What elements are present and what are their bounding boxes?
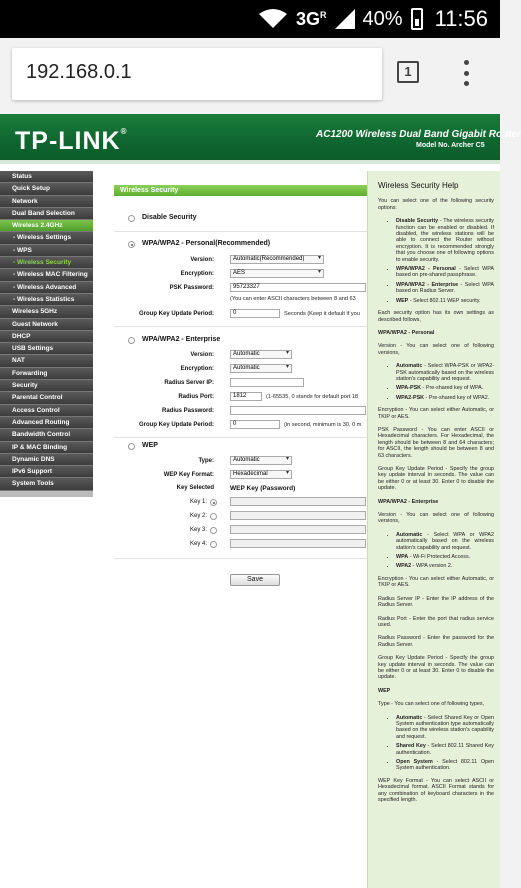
key-3-label: Key 3: [190, 527, 208, 533]
overflow-menu-icon[interactable] [462, 60, 470, 86]
help-version-list [396, 363, 494, 401]
personal-group-key-label: Group Key Update Period: [138, 311, 214, 317]
wep-label: WEP [142, 442, 158, 449]
list-item: • WPA-PSK - Pre-shared key of WPA. [396, 385, 494, 391]
help-heading: WEP [378, 687, 391, 694]
help-text: Encryption - You can select either Automatic, or TKIP or AES. [378, 575, 494, 589]
radius-ip-input[interactable] [230, 378, 304, 387]
wifi-icon [258, 9, 288, 29]
disable-security-radio[interactable] [128, 215, 135, 222]
list-item: • Disable Security - The wireless security function can be enabled or disabled. If disabled, the wireless stations will be able to connect the Router without encryption. It is recommended strongly that you choose one of following options to enable security. [396, 218, 494, 263]
help-text: Version - You can select one of following versions, [378, 512, 494, 525]
key-4-input[interactable] [230, 539, 366, 548]
help-intro: You can select one of the following security options: [378, 198, 494, 211]
sidebar-item-system-tools[interactable]: System Tools [0, 478, 93, 490]
psk-password-input[interactable]: 95723327 [230, 283, 366, 292]
sidebar-item-parental[interactable]: Parental Control [0, 392, 93, 404]
psk-password-label: PSK Password: [169, 285, 214, 291]
radius-port-note: (1-65535, 0 stands for default port 18 [266, 394, 359, 400]
sidebar-item-dhcp[interactable]: DHCP [0, 331, 93, 343]
clock: 11:56 [434, 6, 488, 31]
tp-link-logo: TP-LINK® [15, 127, 128, 155]
radius-port-label: Radius Port: [178, 394, 214, 400]
help-text: Each security option has its own settings as described follows, [378, 310, 494, 323]
battery-icon [411, 8, 423, 30]
sidebar-item-advanced-routing[interactable]: Advanced Routing [0, 417, 93, 429]
help-heading: WPA/WPA2 - Enterprise [378, 498, 439, 505]
help-type-list [396, 715, 494, 772]
network-type: $3G^R$ [296, 8, 327, 29]
list-item: • WPA/WPA2 - Personal - Select WPA based on pre-shared passphrase. [396, 266, 494, 279]
key-3-input[interactable] [230, 525, 366, 534]
key-4-label: Key 4: [190, 541, 208, 547]
sidebar-item-access-control[interactable]: Access Control [0, 405, 93, 417]
sidebar-menu [0, 171, 93, 888]
key-2-label: Key 2: [190, 513, 208, 519]
battery-percent: 40% [362, 7, 403, 30]
key-4-radio[interactable] [210, 541, 217, 548]
help-heading: WPA/WPA2 - Personal [378, 329, 435, 336]
router-page [0, 114, 521, 888]
personal-version-select[interactable]: Automatic(Recommended) ▾ [230, 255, 324, 264]
sidebar-item-guest-network[interactable]: Guest Network [0, 319, 93, 331]
sidebar-item-bandwidth[interactable]: Bandwidth Control [0, 429, 93, 441]
help-options-list [396, 218, 494, 304]
key-1-input[interactable] [230, 497, 366, 506]
wep-key-password-header: WEP Key (Password) [230, 485, 296, 492]
enterprise-version-label: Version: [190, 352, 214, 358]
sidebar-item-wireless-24[interactable]: Wireless 2.4GHz [0, 220, 93, 232]
router-title: AC1200 Wireless Dual Band Gigabit Router [316, 129, 521, 140]
page-title: Wireless Security [114, 185, 384, 196]
help-text: Radius Port - Enter the port that radius service used. [378, 615, 494, 628]
wep-type-label: Type: [198, 458, 214, 464]
status-bar [0, 0, 500, 38]
radius-ip-label: Radius Server IP: [164, 380, 214, 386]
enterprise-group-key-label: Group Key Update Period: [138, 422, 214, 428]
sidebar-item-network[interactable]: Network [0, 196, 93, 208]
radius-port-input[interactable]: 1812 [230, 392, 262, 401]
wpa-personal-radio[interactable] [128, 241, 135, 248]
help-text: Encryption - You can select either Automatic, or TKIP or AES. [378, 407, 494, 420]
key-1-radio[interactable] [210, 499, 217, 506]
sidebar-item-nat[interactable]: NAT [0, 355, 93, 367]
help-text: Version - You can select one of following versions, [378, 343, 494, 356]
key-2-input[interactable] [230, 511, 366, 520]
key-2-radio[interactable] [210, 513, 217, 520]
sidebar-item-ipv6[interactable]: IPv6 Support [0, 466, 93, 478]
help-panel [367, 171, 500, 888]
sidebar-item-wps[interactable]: - WPS [0, 245, 93, 257]
url-bar[interactable]: 192.168.0.1 [12, 48, 382, 100]
sidebar-item-status[interactable]: Status [0, 171, 93, 183]
sidebar-item-ip-mac[interactable]: IP & MAC Binding [0, 442, 93, 454]
radius-password-label: Radius Password: [161, 408, 214, 414]
list-item: • WPA2 - WPA version 2. [396, 563, 494, 569]
sidebar-item-wireless-statistics[interactable]: - Wireless Statistics [0, 294, 93, 306]
wep-format-label: WEP Key Format: [163, 472, 214, 478]
sidebar-item-wireless-settings[interactable]: - Wireless Settings [0, 232, 93, 244]
help-text: Type - You can select one of following types, [378, 701, 485, 708]
list-item: • Shared Key - Select 802.11 Shared Key authentication. [396, 743, 494, 756]
wep-type-select[interactable]: Automatic ▾ [230, 456, 292, 465]
list-item: • WPA2-PSK - Pre-shared key of WPA2. [396, 395, 494, 401]
personal-group-key-note: Seconds (Keep it default if you [284, 311, 360, 317]
enterprise-group-key-input[interactable]: 0 [230, 420, 280, 429]
list-item: • WPA - Wi-Fi Protected Access. [396, 554, 494, 560]
personal-encryption-select[interactable]: AES ▾ [230, 269, 324, 278]
wpa-enterprise-label: WPA/WPA2 - Enterprise [142, 336, 221, 343]
sidebar-item-security[interactable]: Security [0, 380, 93, 392]
enterprise-group-key-note: (in second, minimum is 30, 0 m [284, 422, 362, 428]
wep-format-select[interactable]: Hexadecimal ▾ [230, 470, 292, 479]
list-item: • Automatic - Select Shared Key or Open System authentication type automatically based on the wireless station's capability and request. [396, 715, 494, 741]
help-title: Wireless Security Help [378, 181, 459, 190]
browser-toolbar [0, 38, 500, 114]
settings-panel [96, 171, 366, 888]
list-item: • Open System - Select 802.11 Open System authentication. [396, 759, 494, 772]
sidebar-item-wireless-advanced[interactable]: - Wireless Advanced [0, 282, 93, 294]
enterprise-encryption-select[interactable]: Automatic ▾ [230, 364, 292, 373]
help-text: PSK Password - You can enter ASCII or Hexadecimal characters. For Hexadecimal, the length should be between 8 and 64 characters; for ASCII, the length should be between 8 and 63 characters. [378, 426, 494, 459]
help-ent-version-list [396, 532, 494, 570]
save-button[interactable]: Save [230, 574, 280, 586]
key-3-radio[interactable] [210, 527, 217, 534]
sidebar-item-mac-filtering[interactable]: - Wireless MAC Filtering [0, 269, 93, 281]
sidebar-item-dual-band[interactable]: Dual Band Selection [0, 208, 93, 220]
list-item: • WEP - Select 802.11 WEP security. [396, 298, 494, 304]
tab-switcher-button[interactable]: 1 [397, 61, 419, 83]
sidebar-item-wireless-security[interactable]: - Wireless Security [0, 257, 93, 269]
list-item: • WPA/WPA2 - Enterprise - Select WPA based on Radius Server. [396, 282, 494, 295]
header-banner [0, 114, 521, 164]
psk-note: (You can enter ASCII characters between 8 and 63 [230, 296, 356, 302]
signal-icon [335, 9, 355, 29]
sidebar-item-ddns[interactable]: Dynamic DNS [0, 454, 93, 466]
sidebar-item-forwarding[interactable]: Forwarding [0, 368, 93, 380]
key-1-label: Key 1: [190, 499, 208, 505]
wep-radio[interactable] [128, 443, 135, 450]
help-text: Group Key Update Period - Specify the group key update interval in seconds. The value can be either 0 or at least 30. Enter 0 to disable the update. [378, 655, 494, 681]
model-number: Model No. Archer C5 [416, 142, 485, 149]
help-text: WEP Key Format - You can select ASCII or Hexadecimal format. ASCII Format stands for any combination of keyboard characters in the specified length. [378, 777, 494, 804]
personal-group-key-input[interactable]: 0 [230, 309, 280, 318]
wpa-personal-label: WPA/WPA2 - Personal(Recommended) [142, 240, 271, 247]
key-selected-header: Key Selected [176, 485, 214, 491]
enterprise-encryption-label: Encryption: [180, 366, 214, 372]
sidebar-item-quick-setup[interactable]: Quick Setup [0, 183, 93, 195]
help-text: Radius Server IP - Enter the IP address of the Radius Server. [378, 595, 494, 609]
personal-encryption-label: Encryption: [180, 271, 214, 277]
help-text: Radius Password - Enter the password for the Radius Server. [378, 635, 494, 648]
radius-password-input[interactable] [230, 406, 366, 415]
sidebar-item-usb[interactable]: USB Settings [0, 343, 93, 355]
wpa-enterprise-radio[interactable] [128, 337, 135, 344]
list-item: • Automatic - Select WPA-PSK or WPA2-PSK automatically based on the wireless station's capability and request. [396, 363, 494, 382]
help-text: Group Key Update Period - Specify the group key update interval in seconds. The value can be either 0 or at least 30. Enter 0 to disable the update. [378, 466, 494, 492]
sidebar-item-wireless-5[interactable]: Wireless 5GHz [0, 306, 93, 318]
personal-version-label: Version: [190, 257, 214, 263]
disable-security-label: Disable Security [142, 214, 197, 221]
list-item: • Automatic - Select WPA or WPA2 automatically based on the wireless station's capability and request. [396, 532, 494, 551]
enterprise-version-select[interactable]: Automatic ▾ [230, 350, 292, 359]
